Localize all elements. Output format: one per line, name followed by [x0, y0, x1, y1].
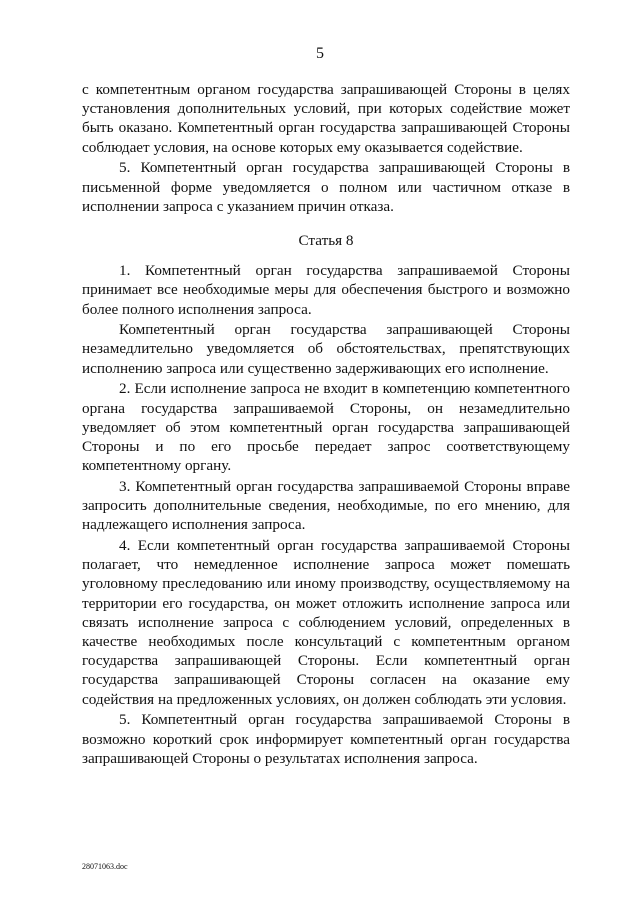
article-title: Статья 8 — [298, 231, 354, 249]
paragraph-article-8-item-2: 2. Если исполнение запроса не входит в компетенцию компетентного органа государства запрашиваемой Стороны, он незамедлительно уведомляет об этом компетентный орган государства запрашивающей Стороны и по его просьбе передает запрос соответствующему компетентному органу. — [82, 380, 570, 475]
paragraph-continuation: с компетентным органом государства запрашивающей Стороны в целях установления дополнительных условий, при которых содействие может быть оказано. Компетентный орган государства запрашивающей Стороны соблюдает условия, на основе которых ему оказывается содействие. — [82, 81, 570, 156]
paragraph-article-8-item-5: 5. Компетентный орган государства запрашиваемой Стороны в возможно короткий срок информирует компетентный орган государства запрашивающей Стороны о результатах исполнения запроса. — [82, 711, 570, 767]
footer-filename: 28071063.doc — [82, 862, 128, 871]
paragraph-article-8-notice: Компетентный орган государства запрашивающей Стороны незамедлительно уведомляется об обстоятельствах, препятствующих исполнению запроса или существенно задерживающих его исполнение. — [82, 321, 570, 377]
document-body — [82, 80, 570, 768]
paragraph-item-5-refusal: 5. Компетентный орган государства запрашивающей Стороны в письменной форме уведомляется о полном или частичном отказе в исполнении запроса с указанием причин отказа. — [82, 159, 570, 215]
paragraph-article-8-item-4: 4. Если компетентный орган государства запрашиваемой Стороны полагает, что немедленное исполнение запроса может помешать уголовному преследованию или иному производству, осуществляемому на территории его государства, он может отложить исполнение запроса или связать исполнение запроса с соблюдением условий, определенных в качестве необходимых после консультаций с компетентным органом государства запрашивающей Стороны. Если компетентный орган государства запрашивающей Стороны согласен на оказание ему содействия на предложенных условиях, он должен соблюдать эти условия. — [82, 536, 570, 708]
paragraph-article-8-item-3: 3. Компетентный орган государства запрашиваемой Стороны вправе запросить дополнительные сведения, необходимые, по его мнению, для надлежащего исполнения запроса. — [82, 477, 570, 534]
page-number: 5 — [316, 45, 324, 62]
paragraph-article-8-item-1: 1. Компетентный орган государства запрашиваемой Стороны принимает все необходимые меры для обеспечения быстрого и возможно более полного исполнения запроса. — [82, 262, 570, 318]
